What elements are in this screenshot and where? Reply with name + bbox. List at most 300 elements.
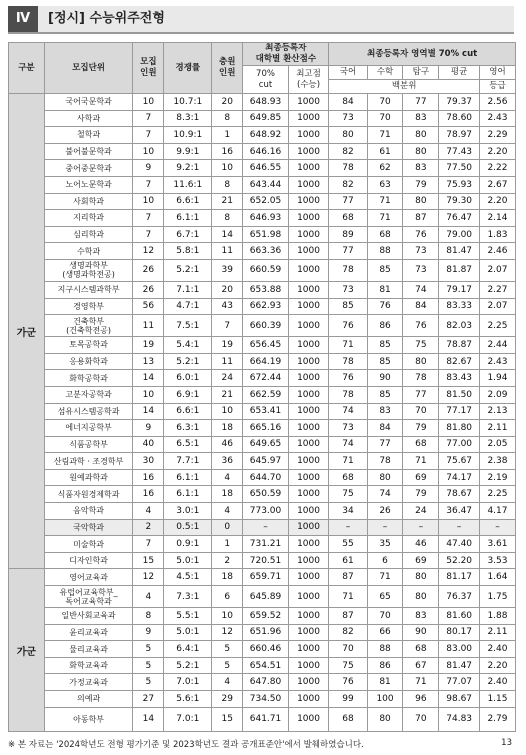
cell-math: 85 bbox=[367, 386, 403, 403]
cell-kor: 89 bbox=[329, 226, 367, 243]
cell-extra: 21 bbox=[212, 386, 243, 403]
department-name: 에너지공학부 bbox=[44, 420, 132, 437]
cell-eng: 2.22 bbox=[479, 160, 515, 177]
department-name: 생명과학부 (생명과학전공) bbox=[44, 259, 132, 281]
cell-eng: 2.19 bbox=[479, 469, 515, 486]
cell-max: 1000 bbox=[288, 176, 329, 193]
cell-inq: 77 bbox=[403, 386, 439, 403]
cell-eng: 1.88 bbox=[479, 608, 515, 625]
cell-eng: 1.75 bbox=[479, 586, 515, 608]
cell-max: 1000 bbox=[288, 657, 329, 674]
cell-eng: 2.40 bbox=[479, 641, 515, 658]
department-name: 사학과 bbox=[44, 110, 132, 127]
cell-kor: 99 bbox=[329, 691, 367, 708]
cell-extra: 1 bbox=[212, 536, 243, 553]
cell-ratio: 6.1:1 bbox=[164, 486, 212, 503]
cell-cut70: 672.44 bbox=[243, 370, 288, 387]
cell-cut70: 659.52 bbox=[243, 608, 288, 625]
cell-extra: 18 bbox=[212, 569, 243, 586]
cell-eng: 2.20 bbox=[479, 657, 515, 674]
cell-kor: 75 bbox=[329, 657, 367, 674]
cell-kor: 70 bbox=[329, 641, 367, 658]
header-recruit: 모집 인원 bbox=[133, 43, 164, 94]
cell-max: 1000 bbox=[288, 370, 329, 387]
cell-ratio: 6.6:1 bbox=[164, 403, 212, 420]
cell-max: 1000 bbox=[288, 536, 329, 553]
cell-eng: 2.43 bbox=[479, 353, 515, 370]
cell-inq: 68 bbox=[403, 436, 439, 453]
cell-recruit: 7 bbox=[133, 127, 164, 144]
cell-max: 1000 bbox=[288, 298, 329, 315]
cell-ratio: 6.6:1 bbox=[164, 193, 212, 210]
table-row bbox=[9, 127, 516, 144]
cell-inq: 83 bbox=[403, 110, 439, 127]
cell-inq: 79 bbox=[403, 176, 439, 193]
cell-extra: 24 bbox=[212, 370, 243, 387]
cell-ratio: 6.7:1 bbox=[164, 226, 212, 243]
cell-extra: 2 bbox=[212, 552, 243, 569]
table-row bbox=[9, 370, 516, 387]
cell-max: 1000 bbox=[288, 641, 329, 658]
cell-avg: 98.67 bbox=[439, 691, 480, 708]
cell-ratio: 4.5:1 bbox=[164, 569, 212, 586]
cell-math: 85 bbox=[367, 337, 403, 354]
cell-recruit: 15 bbox=[133, 552, 164, 569]
cell-inq: 69 bbox=[403, 552, 439, 569]
cell-cut70: 654.51 bbox=[243, 657, 288, 674]
cell-extra: 15 bbox=[212, 707, 243, 731]
cell-kor: 84 bbox=[329, 94, 367, 111]
cell-ratio: 6.5:1 bbox=[164, 436, 212, 453]
cell-avg: 81.47 bbox=[439, 657, 480, 674]
cell-ratio: 6.9:1 bbox=[164, 386, 212, 403]
cell-recruit: 7 bbox=[133, 176, 164, 193]
cell-avg: 79.00 bbox=[439, 226, 480, 243]
cell-cut70: 646.55 bbox=[243, 160, 288, 177]
cell-recruit: 14 bbox=[133, 403, 164, 420]
department-name: 철학과 bbox=[44, 127, 132, 144]
cell-recruit: 16 bbox=[133, 469, 164, 486]
department-name: 식품공학부 bbox=[44, 436, 132, 453]
cell-cut70: 665.16 bbox=[243, 420, 288, 437]
cell-kor: – bbox=[329, 519, 367, 536]
group-label: 가군 bbox=[9, 94, 45, 569]
cell-kor: 78 bbox=[329, 353, 367, 370]
cell-ratio: 5.4:1 bbox=[164, 337, 212, 354]
cell-inq: 96 bbox=[403, 691, 439, 708]
cell-max: 1000 bbox=[288, 586, 329, 608]
cell-recruit: 10 bbox=[133, 143, 164, 160]
cell-inq: 76 bbox=[403, 226, 439, 243]
department-name: 의예과 bbox=[44, 691, 132, 708]
cell-avg: – bbox=[439, 519, 480, 536]
cell-cut70: 720.51 bbox=[243, 552, 288, 569]
cell-extra: 8 bbox=[212, 176, 243, 193]
cell-math: 71 bbox=[367, 210, 403, 227]
footnote: ※ 본 자료는 '2024학년도 전형 평가기준 및 2023학년도 결과 공개표준안'에서 발췌하였습니다. bbox=[8, 740, 364, 750]
cell-max: 1000 bbox=[288, 403, 329, 420]
cell-max: 1000 bbox=[288, 281, 329, 298]
cell-avg: 77.17 bbox=[439, 403, 480, 420]
cell-avg: 83.33 bbox=[439, 298, 480, 315]
table-row bbox=[9, 624, 516, 641]
cell-avg: 82.67 bbox=[439, 353, 480, 370]
cell-extra: 8 bbox=[212, 210, 243, 227]
cell-eng: 2.20 bbox=[479, 143, 515, 160]
cell-inq: 79 bbox=[403, 486, 439, 503]
cell-extra: 12 bbox=[212, 624, 243, 641]
cell-ratio: 8.3:1 bbox=[164, 110, 212, 127]
cell-recruit: 14 bbox=[133, 370, 164, 387]
cell-cut70: 653.41 bbox=[243, 403, 288, 420]
cell-max: 1000 bbox=[288, 552, 329, 569]
table-row bbox=[9, 519, 516, 536]
cell-kor: 55 bbox=[329, 536, 367, 553]
cell-cut70: 644.70 bbox=[243, 469, 288, 486]
cell-cut70: 664.19 bbox=[243, 353, 288, 370]
department-name: 건축학부 (건축학전공) bbox=[44, 315, 132, 337]
cell-math: 71 bbox=[367, 193, 403, 210]
cell-max: 1000 bbox=[288, 210, 329, 227]
table-row bbox=[9, 143, 516, 160]
cell-kor: 78 bbox=[329, 160, 367, 177]
cell-extra: 20 bbox=[212, 281, 243, 298]
cell-recruit: 5 bbox=[133, 674, 164, 691]
cell-math: 85 bbox=[367, 259, 403, 281]
cell-eng: 2.05 bbox=[479, 436, 515, 453]
cell-kor: 73 bbox=[329, 281, 367, 298]
cell-eng: – bbox=[479, 519, 515, 536]
cell-eng: 4.17 bbox=[479, 503, 515, 520]
table-row bbox=[9, 641, 516, 658]
cell-math: 26 bbox=[367, 503, 403, 520]
table-row bbox=[9, 707, 516, 731]
department-name: 응용화학과 bbox=[44, 353, 132, 370]
cell-avg: 52.20 bbox=[439, 552, 480, 569]
cell-ratio: 4.7:1 bbox=[164, 298, 212, 315]
cell-eng: 2.14 bbox=[479, 210, 515, 227]
cell-kor: 82 bbox=[329, 624, 367, 641]
header-area-cut: 최종등록자 영역별 70% cut bbox=[329, 43, 516, 66]
header-english-grade: 등급 bbox=[479, 80, 515, 94]
cell-kor: 80 bbox=[329, 127, 367, 144]
cell-inq: 80 bbox=[403, 193, 439, 210]
cell-inq: 77 bbox=[403, 94, 439, 111]
cell-ratio: 11.6:1 bbox=[164, 176, 212, 193]
cell-cut70: 660.46 bbox=[243, 641, 288, 658]
cell-cut70: 651.96 bbox=[243, 624, 288, 641]
cell-cut70: 662.93 bbox=[243, 298, 288, 315]
department-name: 가정교육과 bbox=[44, 674, 132, 691]
cell-extra: 4 bbox=[212, 469, 243, 486]
cell-kor: 75 bbox=[329, 486, 367, 503]
cell-inq: 69 bbox=[403, 469, 439, 486]
department-name: 유럽어교육학부_ 독어교육학과 bbox=[44, 586, 132, 608]
cell-eng: 2.07 bbox=[479, 259, 515, 281]
cell-math: 80 bbox=[367, 707, 403, 731]
cell-inq: 80 bbox=[403, 143, 439, 160]
cell-avg: 77.00 bbox=[439, 436, 480, 453]
cell-ratio: 5.8:1 bbox=[164, 243, 212, 260]
cell-inq: 74 bbox=[403, 281, 439, 298]
table-row bbox=[9, 453, 516, 470]
cell-recruit: 7 bbox=[133, 110, 164, 127]
cell-math: 70 bbox=[367, 608, 403, 625]
cell-max: 1000 bbox=[288, 386, 329, 403]
cell-extra: 7 bbox=[212, 315, 243, 337]
header-extra: 충원 인원 bbox=[212, 43, 243, 94]
cell-extra: 4 bbox=[212, 674, 243, 691]
table-row bbox=[9, 110, 516, 127]
cell-avg: 81.60 bbox=[439, 608, 480, 625]
cell-cut70: 648.92 bbox=[243, 127, 288, 144]
cell-kor: 73 bbox=[329, 420, 367, 437]
cell-max: 1000 bbox=[288, 436, 329, 453]
department-name: 음악학과 bbox=[44, 503, 132, 520]
table-row bbox=[9, 210, 516, 227]
cell-recruit: 5 bbox=[133, 657, 164, 674]
cell-recruit: 12 bbox=[133, 243, 164, 260]
cell-recruit: 40 bbox=[133, 436, 164, 453]
cell-math: 61 bbox=[367, 143, 403, 160]
cell-max: 1000 bbox=[288, 453, 329, 470]
cell-eng: 1.64 bbox=[479, 569, 515, 586]
cell-avg: 81.50 bbox=[439, 386, 480, 403]
department-name: 불어불문학과 bbox=[44, 143, 132, 160]
header-dept: 모집단위 bbox=[44, 43, 132, 94]
cell-recruit: 7 bbox=[133, 210, 164, 227]
cell-cut70: 773.00 bbox=[243, 503, 288, 520]
cell-avg: 83.43 bbox=[439, 370, 480, 387]
cell-inq: 46 bbox=[403, 536, 439, 553]
cell-max: 1000 bbox=[288, 94, 329, 111]
cell-max: 1000 bbox=[288, 503, 329, 520]
cell-inq: 75 bbox=[403, 337, 439, 354]
cell-cut70: 659.71 bbox=[243, 569, 288, 586]
cell-math: 86 bbox=[367, 657, 403, 674]
cell-ratio: 10.7:1 bbox=[164, 94, 212, 111]
cell-extra: 18 bbox=[212, 486, 243, 503]
header-final-score: 최종등록자 대학별 환산점수 bbox=[243, 43, 329, 66]
cell-max: 1000 bbox=[288, 160, 329, 177]
table-row bbox=[9, 281, 516, 298]
cell-eng: 2.44 bbox=[479, 337, 515, 354]
cell-recruit: 5 bbox=[133, 641, 164, 658]
cell-ratio: 6.4:1 bbox=[164, 641, 212, 658]
cell-max: 1000 bbox=[288, 243, 329, 260]
cell-eng: 2.20 bbox=[479, 193, 515, 210]
cell-max: 1000 bbox=[288, 420, 329, 437]
cell-avg: 76.37 bbox=[439, 586, 480, 608]
cell-eng: 2.43 bbox=[479, 110, 515, 127]
cell-recruit: 4 bbox=[133, 503, 164, 520]
cell-extra: 10 bbox=[212, 608, 243, 625]
cell-recruit: 27 bbox=[133, 691, 164, 708]
cell-math: 86 bbox=[367, 315, 403, 337]
cell-math: – bbox=[367, 519, 403, 536]
cell-avg: 81.80 bbox=[439, 420, 480, 437]
cell-inq: 76 bbox=[403, 315, 439, 337]
cell-cut70: 652.05 bbox=[243, 193, 288, 210]
cell-ratio: 9.2:1 bbox=[164, 160, 212, 177]
cell-cut70: – bbox=[243, 519, 288, 536]
table-row bbox=[9, 193, 516, 210]
cell-recruit: 10 bbox=[133, 193, 164, 210]
cell-eng: 1.94 bbox=[479, 370, 515, 387]
cell-math: 81 bbox=[367, 674, 403, 691]
cell-avg: 82.03 bbox=[439, 315, 480, 337]
table-row bbox=[9, 674, 516, 691]
cell-kor: 78 bbox=[329, 259, 367, 281]
cell-max: 1000 bbox=[288, 486, 329, 503]
department-name: 식품자원경제학과 bbox=[44, 486, 132, 503]
cell-max: 1000 bbox=[288, 127, 329, 144]
cell-kor: 71 bbox=[329, 337, 367, 354]
cell-cut70: 646.93 bbox=[243, 210, 288, 227]
cell-kor: 68 bbox=[329, 469, 367, 486]
table-row bbox=[9, 403, 516, 420]
table-row bbox=[9, 503, 516, 520]
cell-ratio: 0.5:1 bbox=[164, 519, 212, 536]
department-name: 국악학과 bbox=[44, 519, 132, 536]
cell-ratio: 6.1:1 bbox=[164, 469, 212, 486]
department-name: 원예과학과 bbox=[44, 469, 132, 486]
cell-cut70: 731.21 bbox=[243, 536, 288, 553]
department-name: 경영학부 bbox=[44, 298, 132, 315]
department-name: 일반사회교육과 bbox=[44, 608, 132, 625]
cell-inq: 79 bbox=[403, 420, 439, 437]
cell-kor: 87 bbox=[329, 569, 367, 586]
cell-extra: 11 bbox=[212, 353, 243, 370]
cell-avg: 80.17 bbox=[439, 624, 480, 641]
cell-max: 1000 bbox=[288, 674, 329, 691]
cell-eng: 3.53 bbox=[479, 552, 515, 569]
table-row bbox=[9, 94, 516, 111]
cell-avg: 81.87 bbox=[439, 259, 480, 281]
cell-recruit: 7 bbox=[133, 536, 164, 553]
cell-extra: 36 bbox=[212, 453, 243, 470]
cell-avg: 79.30 bbox=[439, 193, 480, 210]
cell-cut70: 663.36 bbox=[243, 243, 288, 260]
table-row bbox=[9, 691, 516, 708]
cell-kor: 61 bbox=[329, 552, 367, 569]
table-row bbox=[9, 657, 516, 674]
cell-inq: 80 bbox=[403, 586, 439, 608]
cell-cut70: 650.59 bbox=[243, 486, 288, 503]
header-math: 수학 bbox=[367, 66, 403, 80]
cell-inq: 80 bbox=[403, 569, 439, 586]
cell-eng: 2.40 bbox=[479, 674, 515, 691]
cell-ratio: 6.3:1 bbox=[164, 420, 212, 437]
cell-inq: 80 bbox=[403, 127, 439, 144]
section-numeral: Ⅳ bbox=[8, 6, 38, 32]
cell-extra: 18 bbox=[212, 420, 243, 437]
cell-avg: 77.43 bbox=[439, 143, 480, 160]
cell-ratio: 7.1:1 bbox=[164, 281, 212, 298]
section-title-bar bbox=[8, 6, 514, 34]
cell-extra: 6 bbox=[212, 586, 243, 608]
department-name: 수학과 bbox=[44, 243, 132, 260]
cell-ratio: 6.1:1 bbox=[164, 210, 212, 227]
cell-eng: 2.79 bbox=[479, 707, 515, 731]
cell-inq: 83 bbox=[403, 160, 439, 177]
cell-math: 74 bbox=[367, 486, 403, 503]
cell-inq: – bbox=[403, 519, 439, 536]
cell-cut70: 734.50 bbox=[243, 691, 288, 708]
cell-ratio: 5.5:1 bbox=[164, 608, 212, 625]
cell-math: 90 bbox=[367, 370, 403, 387]
table-row bbox=[9, 436, 516, 453]
cell-avg: 79.37 bbox=[439, 94, 480, 111]
cell-avg: 74.83 bbox=[439, 707, 480, 731]
cell-inq: 70 bbox=[403, 403, 439, 420]
cell-max: 1000 bbox=[288, 226, 329, 243]
cell-math: 65 bbox=[367, 586, 403, 608]
department-name: 토목공학과 bbox=[44, 337, 132, 354]
table-row bbox=[9, 243, 516, 260]
cell-recruit: 30 bbox=[133, 453, 164, 470]
cell-recruit: 12 bbox=[133, 569, 164, 586]
cell-inq: 83 bbox=[403, 608, 439, 625]
cell-eng: 2.11 bbox=[479, 624, 515, 641]
table-row bbox=[9, 486, 516, 503]
header-percentile: 백분위 bbox=[329, 80, 480, 94]
cell-max: 1000 bbox=[288, 691, 329, 708]
results-table bbox=[8, 42, 516, 732]
department-name: 화학공학과 bbox=[44, 370, 132, 387]
cell-inq: 24 bbox=[403, 503, 439, 520]
cell-extra: 10 bbox=[212, 403, 243, 420]
cell-eng: 3.61 bbox=[479, 536, 515, 553]
table-row bbox=[9, 298, 516, 315]
cell-eng: 2.67 bbox=[479, 176, 515, 193]
cell-eng: 2.13 bbox=[479, 403, 515, 420]
cell-avg: 75.93 bbox=[439, 176, 480, 193]
cell-ratio: 7.7:1 bbox=[164, 453, 212, 470]
header-inquiry: 탐구 bbox=[403, 66, 439, 80]
table-row bbox=[9, 259, 516, 281]
cell-ratio: 6.0:1 bbox=[164, 370, 212, 387]
cell-eng: 2.27 bbox=[479, 281, 515, 298]
cell-avg: 78.67 bbox=[439, 486, 480, 503]
cell-max: 1000 bbox=[288, 569, 329, 586]
cell-max: 1000 bbox=[288, 259, 329, 281]
cell-avg: 76.47 bbox=[439, 210, 480, 227]
table-row bbox=[9, 586, 516, 608]
cell-recruit: 26 bbox=[133, 281, 164, 298]
cell-recruit: 26 bbox=[133, 259, 164, 281]
cell-avg: 78.97 bbox=[439, 127, 480, 144]
table-row bbox=[9, 386, 516, 403]
department-name: 아동학부 bbox=[44, 707, 132, 731]
department-name: 고분자공학과 bbox=[44, 386, 132, 403]
cell-ratio: 7.3:1 bbox=[164, 586, 212, 608]
cell-avg: 78.60 bbox=[439, 110, 480, 127]
table-row bbox=[9, 176, 516, 193]
cell-kor: 76 bbox=[329, 315, 367, 337]
table-row bbox=[9, 552, 516, 569]
cell-kor: 77 bbox=[329, 193, 367, 210]
cell-eng: 2.11 bbox=[479, 420, 515, 437]
cell-avg: 81.47 bbox=[439, 243, 480, 260]
cell-ratio: 5.0:1 bbox=[164, 552, 212, 569]
cell-avg: 83.00 bbox=[439, 641, 480, 658]
cell-extra: 19 bbox=[212, 337, 243, 354]
header-average: 평균 bbox=[439, 66, 480, 80]
cell-recruit: 13 bbox=[133, 353, 164, 370]
cell-math: 66 bbox=[367, 624, 403, 641]
cell-eng: 2.56 bbox=[479, 94, 515, 111]
